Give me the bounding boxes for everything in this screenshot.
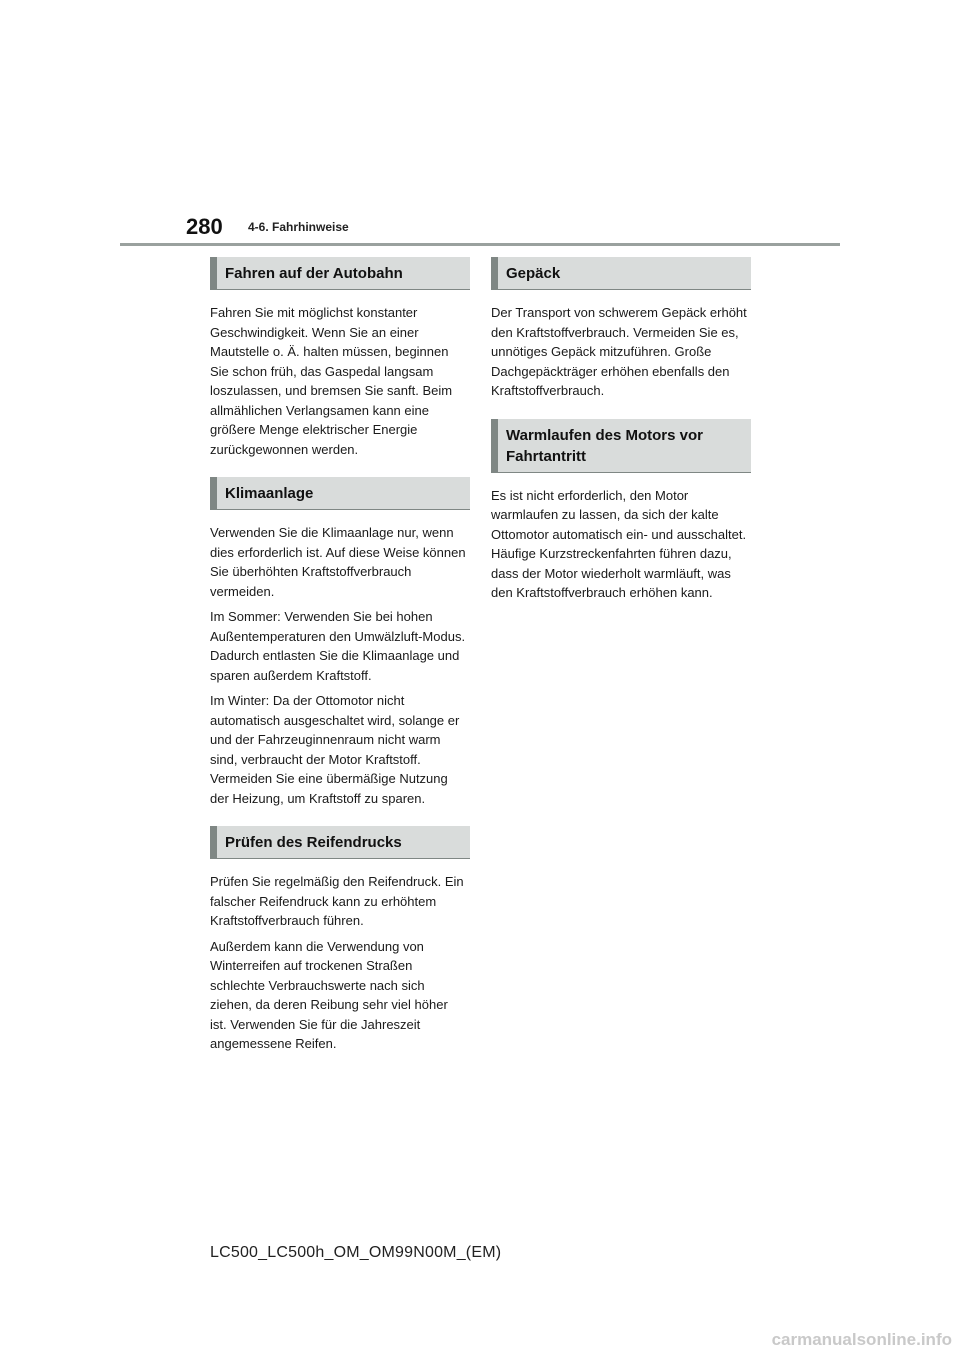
paragraph: Der Transport von schwerem Gepäck erhöht den Kraftstoffverbrauch. Vermeiden Sie es, unnötiges Gepäck mitzuführen. Große Dachgepäckträger erhöhen ebenfalls den Kraftstoffverbrauch. <box>491 305 747 398</box>
heading-pruefen-des-reifendrucks: Prüfen des Reifendrucks <box>210 826 470 858</box>
heading-warmlaufen-des-motors: Warmlaufen des Motors vor Fahrtantritt <box>491 419 751 472</box>
header-rule <box>120 243 840 246</box>
left-column <box>210 257 470 1054</box>
footer-document-code: LC500_LC500h_OM_OM99N00M_(EM) <box>210 1244 502 1261</box>
heading-fahren-auf-der-autobahn: Fahren auf der Autobahn <box>210 257 470 289</box>
paragraph: Verwenden Sie die Klimaanlage nur, wenn dies erforderlich ist. Auf diese Weise können Sie überhöhten Kraftstoffverbrauch vermeiden. <box>210 525 466 599</box>
heading-klimaanlage: Klimaanlage <box>210 477 470 509</box>
right-column <box>491 257 751 603</box>
paragraph: Prüfen Sie regelmäßig den Reifendruck. Ein falscher Reifendruck kann zu erhöhtem Kraftstoffverbrauch führen. <box>210 874 464 928</box>
paragraph: Im Winter: Da der Ottomotor nicht automatisch ausgeschaltet wird, solange er und der Fahrzeuginnenraum nicht warm sind, verbraucht der Motor Kraftstoff. Vermeiden Sie eine übermäßige Nutzung der Heizung, um Kraftstoff zu sparen. <box>210 693 460 806</box>
section-path: 4-6. Fahrhinweise <box>248 220 349 234</box>
page-number: 280 <box>186 214 223 239</box>
paragraph: Außerdem kann die Verwendung von Winterreifen auf trockenen Straßen schlechte Verbrauchswerte nach sich ziehen, da deren Reibung sehr viel höher ist. Verwenden Sie für die Jahreszeit angemessene Reifen. <box>210 938 448 1051</box>
heading-gepaeck: Gepäck <box>491 257 751 289</box>
watermark: carmanualsonline.info <box>771 1330 952 1349</box>
paragraph: Es ist nicht erforderlich, den Motor warmlaufen zu lassen, da sich der kalte Ottomotor automatisch ein- und ausschaltet. Häufige Kurzstreckenfahrten führen dazu, dass der Motor wiederholt warmläuft, was den Kraftstoffverbrauch erhöhen kann. <box>491 487 747 600</box>
paragraph: Fahren Sie mit möglichst konstanter Geschwindigkeit. Wenn Sie an einer Mautstelle o. Ä. halten müssen, beginnen Sie schon früh, das Gaspedal langsam loszulassen, und bremsen Sie sanft. Beim allmählichen Verlangsamen kann eine größere Menge elektrischer Energie zurückgewonnen werden. <box>210 305 453 457</box>
paragraph: Im Sommer: Verwenden Sie bei hohen Außentemperaturen den Umwälzluft-Modus. Dadurch entlasten Sie die Klimaanlage und sparen außerdem Kraftstoff. <box>210 609 466 683</box>
